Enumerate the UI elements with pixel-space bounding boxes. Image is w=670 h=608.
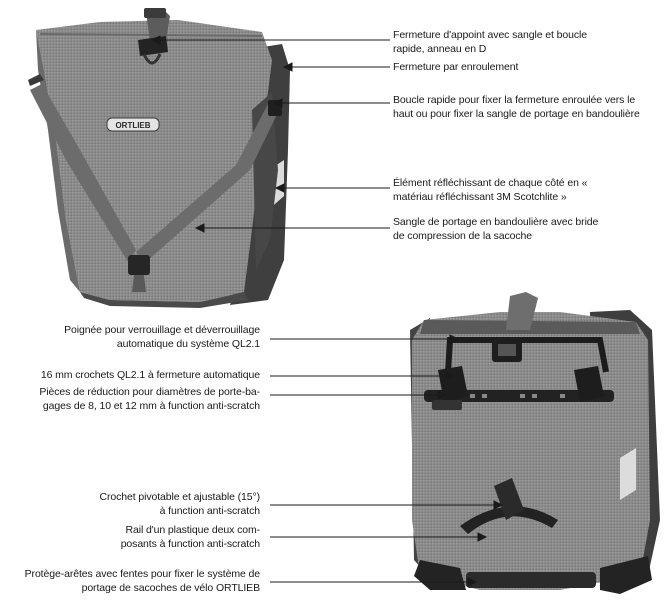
label-sangle-portage — [393, 216, 598, 243]
label-line: portage de sacoches de vélo ORTLIEB — [81, 581, 260, 594]
reduction-piece — [432, 400, 462, 410]
label-line: Rail d'un plastique deux com- — [125, 524, 260, 536]
label-line: gages de 8, 10 et 12 mm à function anti-scratch — [42, 399, 260, 412]
label-line: Sangle de portage en bandoulière avec bride — [393, 216, 599, 228]
label-crochet-pivotable — [99, 491, 260, 518]
label-protege-aretes — [25, 568, 260, 595]
label-line: Fermeture d'appoint avec sangle et boucle — [393, 29, 588, 41]
label-line: haut ou pour fixer la sangle de portage en bandoulière — [393, 107, 640, 120]
ortlieb-logo — [107, 118, 159, 131]
label-line: matériau réfléchissant 3M Scotchlite » — [393, 190, 567, 203]
label-boucle-rapide — [393, 94, 640, 121]
label-pieces-reduction — [39, 386, 260, 413]
label-line: Crochet pivotable et ajustable (15°) — [99, 491, 260, 503]
label-fermeture-appoint — [393, 29, 587, 56]
bottom-buckle — [128, 255, 150, 275]
label-line: automatique du système QL2.1 — [116, 337, 260, 350]
label-line: Protège-arêtes avec fentes pour fixer le système de — [24, 568, 260, 580]
label-line: rapide, anneau en D — [393, 42, 487, 55]
label-line: de compression de la sacoche — [393, 229, 533, 242]
label-line: Élément réfléchissant de chaque côté en « — [393, 177, 588, 189]
front-view-bag — [28, 8, 290, 308]
label-element-reflechissant — [393, 177, 587, 204]
label-line: 16 mm crochets QL2.1 à fermeture automatique — [40, 369, 260, 381]
label-rail — [121, 524, 260, 551]
bottom-protector — [466, 572, 596, 588]
label-line: Fermeture par enroulement — [393, 61, 519, 73]
label-poignee — [64, 324, 260, 351]
label-line: Poignée pour verrouillage et déverrouillage — [64, 324, 260, 336]
label-line: à function anti-scratch — [159, 504, 260, 517]
label-fermeture-enroulement — [393, 61, 518, 75]
rear-view-bag — [410, 292, 660, 594]
label-line: posants à function anti-scratch — [120, 537, 260, 550]
logo-text: ORTLIEB — [115, 121, 151, 130]
label-line: Boucle rapide pour fixer la fermeture enroulée vers le — [393, 94, 636, 106]
label-crochets — [41, 369, 260, 383]
label-line: Pièces de réduction pour diamètres de porte-ba- — [39, 386, 260, 398]
